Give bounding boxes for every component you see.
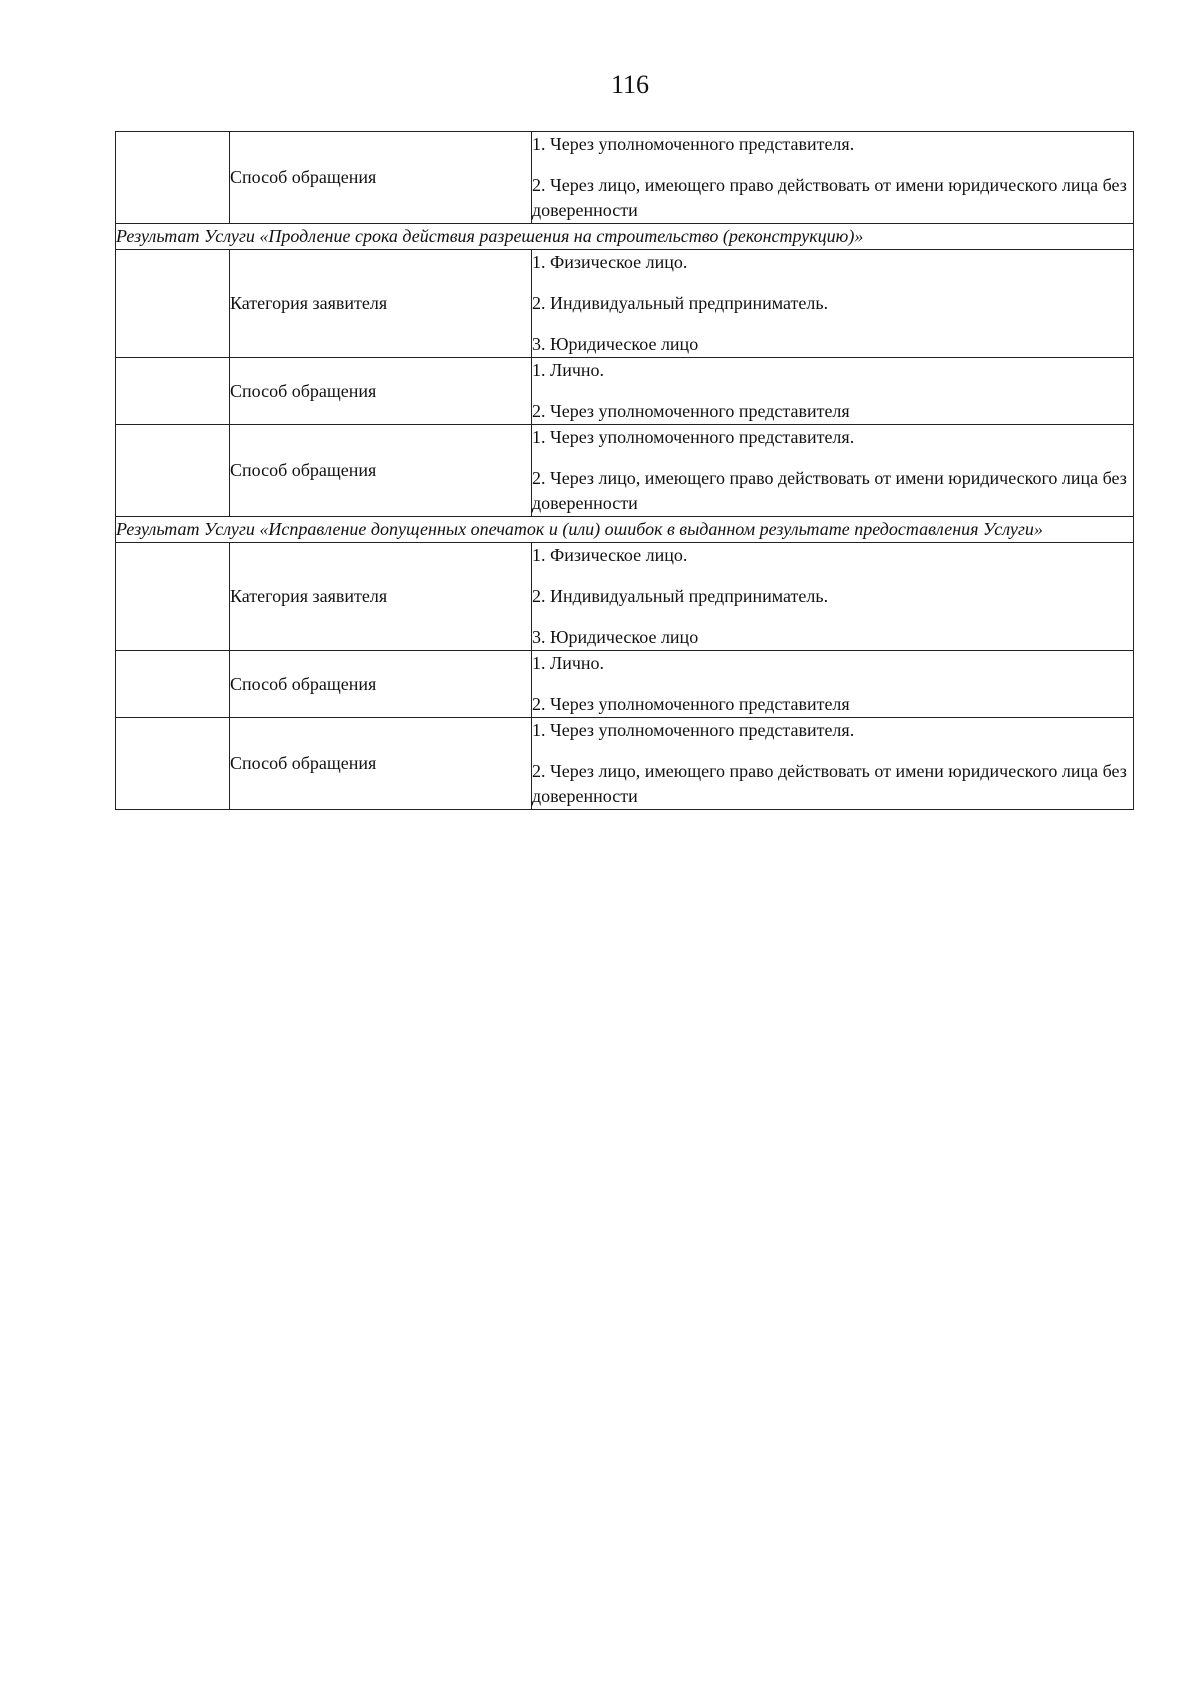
empty-cell bbox=[116, 651, 230, 718]
row-items bbox=[532, 543, 1134, 651]
section-heading-row bbox=[116, 224, 1134, 250]
table-row bbox=[116, 718, 1134, 810]
list-item: 2. Через лицо, имеющего право действовать от имени юридического лица без доверенности bbox=[532, 468, 1127, 513]
empty-cell bbox=[116, 425, 230, 517]
list-item: 1. Через уполномоченного представителя. bbox=[532, 134, 855, 154]
list-item: 1. Физическое лицо. bbox=[532, 252, 688, 272]
row-items bbox=[532, 718, 1134, 810]
empty-cell bbox=[116, 132, 230, 224]
row-label: Способ обращения bbox=[230, 358, 532, 425]
list-item: 2. Через уполномоченного представителя bbox=[532, 401, 850, 421]
list-item: 1. Через уполномоченного представителя. bbox=[532, 427, 855, 447]
list-item: 2. Индивидуальный предприниматель. bbox=[532, 586, 829, 606]
list-item: 2. Индивидуальный предприниматель. bbox=[532, 293, 829, 313]
list-item: 1. Лично. bbox=[532, 360, 605, 380]
table-row bbox=[116, 358, 1134, 425]
row-items bbox=[532, 651, 1134, 718]
empty-cell bbox=[116, 358, 230, 425]
section-heading: Результат Услуги «Исправление допущенных опечаток и (или) ошибок в выданном результате предоставления Услуги» bbox=[116, 517, 1134, 543]
list-item: 3. Юридическое лицо bbox=[532, 334, 699, 354]
empty-cell bbox=[116, 543, 230, 651]
list-item: 2. Через лицо, имеющего право действовать от имени юридического лица без доверенности bbox=[532, 175, 1127, 220]
list-item: 1. Лично. bbox=[532, 653, 605, 673]
row-label: Способ обращения bbox=[230, 718, 532, 810]
empty-cell bbox=[116, 718, 230, 810]
list-item: 1. Через уполномоченного представителя. bbox=[532, 720, 855, 740]
row-label: Категория заявителя bbox=[230, 250, 532, 358]
row-label: Способ обращения bbox=[230, 425, 532, 517]
table-body bbox=[116, 132, 1134, 810]
table-row bbox=[116, 543, 1134, 651]
page-number: 116 bbox=[610, 70, 650, 99]
table-row bbox=[116, 425, 1134, 517]
row-items bbox=[532, 358, 1134, 425]
row-items bbox=[532, 250, 1134, 358]
list-item: 2. Через лицо, имеющего право действовать от имени юридического лица без доверенности bbox=[532, 761, 1127, 806]
list-item: 3. Юридическое лицо bbox=[532, 627, 699, 647]
list-item: 1. Физическое лицо. bbox=[532, 545, 688, 565]
empty-cell bbox=[116, 250, 230, 358]
document-table bbox=[115, 131, 1134, 810]
table-row bbox=[116, 132, 1134, 224]
row-label: Способ обращения bbox=[230, 132, 532, 224]
row-items bbox=[532, 425, 1134, 517]
section-heading: Результат Услуги «Продление срока действия разрешения на строительство (реконструкцию)» bbox=[116, 224, 1134, 250]
row-label: Категория заявителя bbox=[230, 543, 532, 651]
table-row bbox=[116, 651, 1134, 718]
table-row bbox=[116, 250, 1134, 358]
row-label: Способ обращения bbox=[230, 651, 532, 718]
list-item: 2. Через уполномоченного представителя bbox=[532, 694, 850, 714]
section-heading-row bbox=[116, 517, 1134, 543]
row-items bbox=[532, 132, 1134, 224]
